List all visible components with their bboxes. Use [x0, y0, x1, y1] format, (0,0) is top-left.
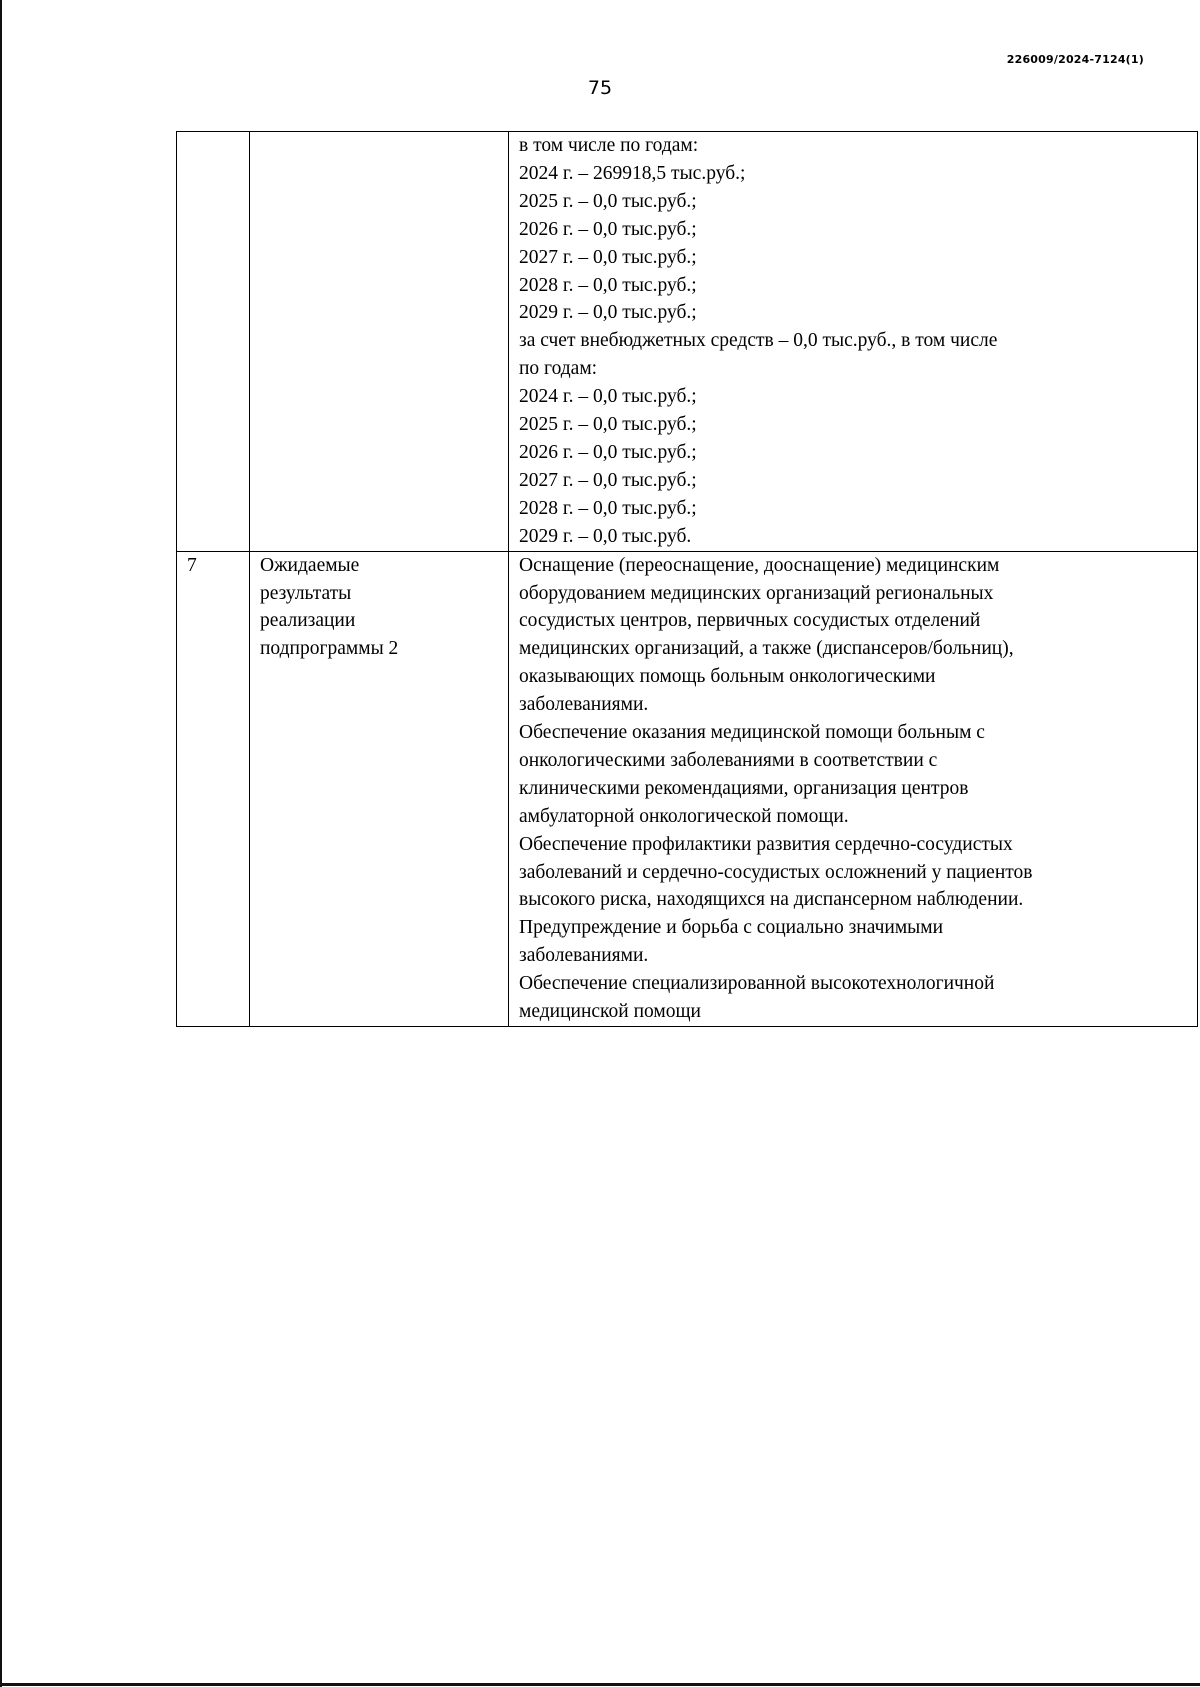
- content-line: Оснащение (переоснащение, дооснащение) медицинским: [519, 554, 1000, 576]
- content-line: клиническими рекомендациями, организация центров: [519, 777, 969, 799]
- content-line: по годам:: [519, 358, 598, 380]
- content-line: амбулаторной онкологической помощи.: [519, 805, 849, 827]
- content-line: оборудованием медицинских организаций региональных: [519, 582, 994, 604]
- row-content-cell: [509, 132, 1198, 552]
- content-line: 2028 г. – 0,0 тыс.руб.;: [519, 274, 697, 296]
- content-line: 2025 г. – 0,0 тыс.руб.;: [519, 414, 697, 436]
- content-line: высокого риска, находящихся на диспансерном наблюдении.: [519, 889, 1024, 911]
- content-line: 2025 г. – 0,0 тыс.руб.;: [519, 190, 697, 212]
- content-line: в том числе по годам:: [519, 135, 699, 156]
- content-line: за счет внебюджетных средств – 0,0 тыс.руб., в том числе: [519, 330, 998, 352]
- table-row: [177, 132, 1198, 552]
- row-name-cell: [250, 132, 509, 552]
- content-line: оказывающих помощь больным онкологическими: [519, 666, 936, 688]
- content-line: 2027 г. – 0,0 тыс.руб.;: [519, 469, 697, 491]
- table-row: [177, 551, 1198, 1026]
- document-id: 226009/2024-7124(1): [1006, 53, 1144, 66]
- name-line: Ожидаемые: [260, 554, 360, 576]
- content-line: медицинской помощи: [519, 1001, 701, 1023]
- content-line: 2029 г. – 0,0 тыс.руб.;: [519, 302, 697, 324]
- content-line: 2024 г. – 0,0 тыс.руб.;: [519, 386, 697, 408]
- content-line: 2026 г. – 0,0 тыс.руб.;: [519, 218, 697, 240]
- content-line: 2024 г. – 269918,5 тыс.руб.;: [519, 162, 746, 184]
- content-line: заболеваний и сердечно-сосудистых осложнений у пациентов: [519, 861, 1033, 883]
- row-content-cell: [509, 551, 1198, 1026]
- name-line: подпрограммы 2: [260, 638, 399, 660]
- content-line: 2026 г. – 0,0 тыс.руб.;: [519, 441, 697, 463]
- content-line: Предупреждение и борьба с социально значимыми: [519, 917, 944, 939]
- content-line: заболеваниями.: [519, 945, 649, 967]
- name-line: реализации: [260, 610, 356, 632]
- content-line: Обеспечение профилактики развития сердечно-сосудистых: [519, 833, 1013, 855]
- content-line: Обеспечение специализированной высокотехнологичной: [519, 973, 995, 995]
- content-line: Обеспечение оказания медицинской помощи больным с: [519, 722, 985, 744]
- row-number-cell: [177, 132, 250, 552]
- content-line: сосудистых центров, первичных сосудистых отделений: [519, 610, 981, 632]
- program-table: [176, 131, 1198, 1027]
- content-line: 2029 г. – 0,0 тыс.руб.: [519, 525, 692, 547]
- row-name-cell: [250, 551, 509, 1026]
- row-number-cell: 7: [177, 551, 250, 1026]
- content-line: 2028 г. – 0,0 тыс.руб.;: [519, 497, 697, 519]
- content-line: онкологическими заболеваниями в соответствии с: [519, 749, 938, 771]
- content-line: заболеваниями.: [519, 694, 649, 716]
- page-left-edge: [0, 0, 2, 1687]
- name-line: результаты: [260, 582, 352, 604]
- content-line: 2027 г. – 0,0 тыс.руб.;: [519, 246, 697, 268]
- page-number: 75: [587, 77, 613, 99]
- content-line: медицинских организаций, а также (диспансеров/больниц),: [519, 638, 1014, 660]
- page-bottom-edge: [0, 1683, 1200, 1686]
